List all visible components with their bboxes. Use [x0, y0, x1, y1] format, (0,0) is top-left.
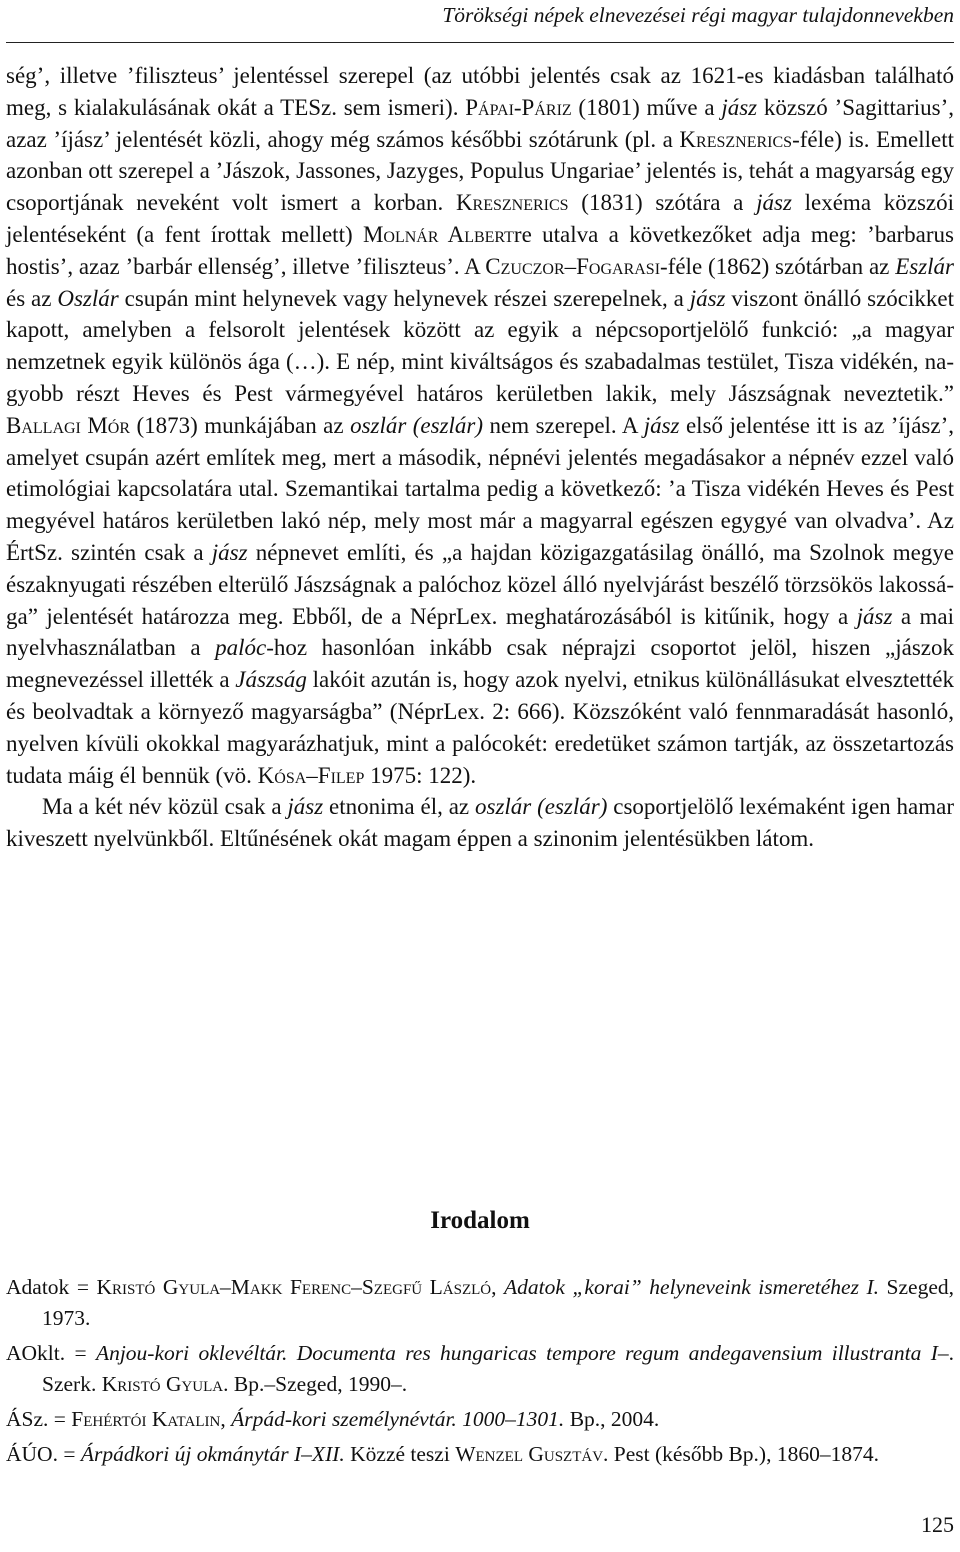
section-title: Irodalom — [430, 1207, 530, 1234]
text-run: , — [491, 1275, 505, 1299]
smallcaps-run: Wenzel Gusztáv — [455, 1442, 604, 1466]
reference-item — [6, 1272, 954, 1334]
text-run: viszont önálló szócikket kapott, amelyben a felsorolt jelentések között az egyik a népcsoportjelölő funkció: „a magyar nemzetnek egyik különös ága (…). E nép, mint kiváltságos és szabadalmas testület, Tisza vidékén, nagyobb részt Heves és Pest vármegyével határos kerületben lakik, mely Jászságnak neveztetik.” — [6, 285, 954, 406]
italic-run: Jászság — [235, 667, 307, 693]
text-run: AOklt. = — [6, 1341, 96, 1365]
text-run: . Bp.–Szeged, 1990–. — [223, 1372, 408, 1396]
text-run: nem szerepel. A — [483, 412, 644, 438]
smallcaps-run: Ballagi Mór — [6, 412, 131, 438]
smallcaps-run: Pápai-Páriz — [465, 94, 572, 120]
text-run: lexéma közszói jelentéseként (a fent írottak mellett) — [6, 190, 955, 247]
italic-run: Árpádkori új okmánytár I–XII. — [80, 1442, 345, 1466]
smallcaps-run: Kristó Gyula–Makk Ferenc–Szegfű László — [96, 1275, 492, 1299]
text-run: csoportjelölő lexémaként igen hamar kiveszett nyelvünkből. Eltűnésének okát magam éppen a szinonim jelentésükben látom. — [6, 794, 954, 852]
text-run: Ma a két név közül csak a — [42, 794, 288, 820]
text-run: a mai nyelvhasználatban a — [6, 603, 954, 661]
smallcaps-run: Molnár Albert — [362, 221, 514, 247]
italic-run: jász — [756, 190, 792, 216]
text-run: (1801) műve a — [571, 94, 722, 120]
text-run: Közzé teszi — [344, 1442, 456, 1466]
text-run: (1831) szótára a — [568, 190, 757, 216]
italic-run: jász — [211, 539, 248, 565]
smallcaps-run: Kósa–Filep — [257, 762, 365, 788]
text-run: csupán mint helynevek vagy helynevek részei szerepelnek, a — [118, 285, 690, 311]
reference-list — [6, 1272, 954, 1474]
text-run: , — [220, 1407, 232, 1431]
italic-run: jász — [689, 285, 726, 311]
italic-run: oszlár (eszlár) — [475, 794, 608, 820]
text-run: -féle) is. Emellett azonban ott szerepel a ’Jászok, Jassones, Jazyges, Populus Ungariae’ jelentés is, tehát a magyarság egy csoportjának neveként volt ismert a korban. — [6, 126, 954, 216]
paragraph-1 — [6, 60, 954, 791]
text-run: lakóit azután is, hogy azok nyelvi, etnikus különállásukat elvesztették és beolvadtak a környező magyarságba” (NéprLex. 2: 666). Közszóként való fennmaradását hasonló, nyelven kívüli okokkal magyarázhatjuk, mint a palócokét: eredetüket számon tartják, az összetartozás tudata máig él bennük (vö. — [6, 667, 954, 788]
page-number: 125 — [921, 1512, 954, 1537]
text-run: népnevet említi, és „a hajdan közigazgatásilag önálló, ma Szolnok megye északnyugati részében elterülő Jászságnak a palóchoz közel álló nyelvjárást beszélő törzsökös lakossága” jelentését határozza meg. Ebből, de a NéprLex. meghatározásából is kitűnik, hogy a — [6, 539, 954, 629]
italic-run: Árpád-kori személynévtár. 1000–1301. — [231, 1407, 565, 1431]
reference-item — [6, 1338, 954, 1400]
header-rule — [6, 42, 954, 43]
italic-run: Oszlár — [57, 285, 119, 311]
italic-run: jász — [287, 794, 324, 820]
smallcaps-run: Fehértói Katalin — [71, 1407, 221, 1431]
reference-item — [6, 1439, 954, 1470]
body-text — [6, 60, 954, 855]
smallcaps-run: Czuczor–Fogarasi — [485, 253, 661, 279]
text-run: -féle (1862) szótárban az — [660, 253, 896, 279]
text-run: . Pest (később Bp.), 1860–1874. — [603, 1442, 879, 1466]
smallcaps-run: Kristó Gyula — [101, 1372, 224, 1396]
text-run: ÁSz. = — [6, 1407, 72, 1431]
italic-run: Adatok „korai” helyneveink ismeretéhez I. — [504, 1275, 880, 1299]
italic-run: jász — [856, 603, 893, 629]
text-run: re utalva a következőket adja meg: ’barbarus hostis’, azaz ’barbár ellenség’, illetve ’filiszteus’. A — [6, 221, 955, 279]
text-run: ÁÚO. = — [6, 1442, 81, 1466]
text-run: ség’, illetve ’filiszteus’ jelentéssel szerepel (az utóbbi jelentés csak az 1621-es kiadásban található meg, s kialakulásának okát a TESz. sem ismeri). — [6, 63, 954, 120]
text-run: Szeged, 1973. — [42, 1275, 955, 1330]
text-run: és az — [6, 285, 58, 311]
text-run: etnonima él, az — [323, 794, 475, 820]
smallcaps-run: Kresznerics — [679, 126, 793, 152]
italic-run: Eszlár — [895, 253, 954, 279]
text-run: Bp., 2004. — [564, 1407, 660, 1431]
text-run: 1975: 122). — [364, 762, 477, 788]
text-run: . Szerk. — [42, 1341, 954, 1396]
text-run: első jelentése itt is az ’íjász’, amelyet csupán azért említek meg, mert a második, népnévi jelentés megadásakor a népnév ezzel való etimológiai kapcsolatára utal. Szemantikai tartalma pedig a következő: ’a Tisza vidékén Heves és Pest megyével határos kerületben lakó nép, mely most már a magyarral egészen egygyé van olvadva’. Az ÉrtSz. szintén csak a — [6, 412, 954, 565]
text-run: Adatok = — [6, 1275, 97, 1299]
italic-run: oszlár (eszlár) — [350, 412, 484, 438]
text-run: -hoz hasonlóan inkább csak néprajzi csoportot jelöl, hiszen „jászok megnevezéssel illették a — [6, 635, 954, 693]
text-run: (1873) munkájában az — [130, 412, 351, 438]
italic-run: jász — [721, 94, 758, 120]
reference-item — [6, 1404, 954, 1435]
running-head: Törökségi népek elnevezései régi magyar tulajdonnevekben — [442, 3, 954, 27]
text-run: közszó ’Sagittarius’, azaz ’íjász’ jelentését közli, ahogy még számos későbbi szótárunk (pl. a — [6, 94, 954, 152]
italic-run: palóc — [215, 635, 267, 661]
italic-run: Anjou-kori oklevéltár. Documenta res hungaricas tempore regum andegavensium illustranta I– — [95, 1341, 949, 1365]
italic-run: jász — [643, 412, 680, 438]
paragraph-2 — [6, 791, 954, 855]
smallcaps-run: Kresznerics — [455, 190, 569, 216]
